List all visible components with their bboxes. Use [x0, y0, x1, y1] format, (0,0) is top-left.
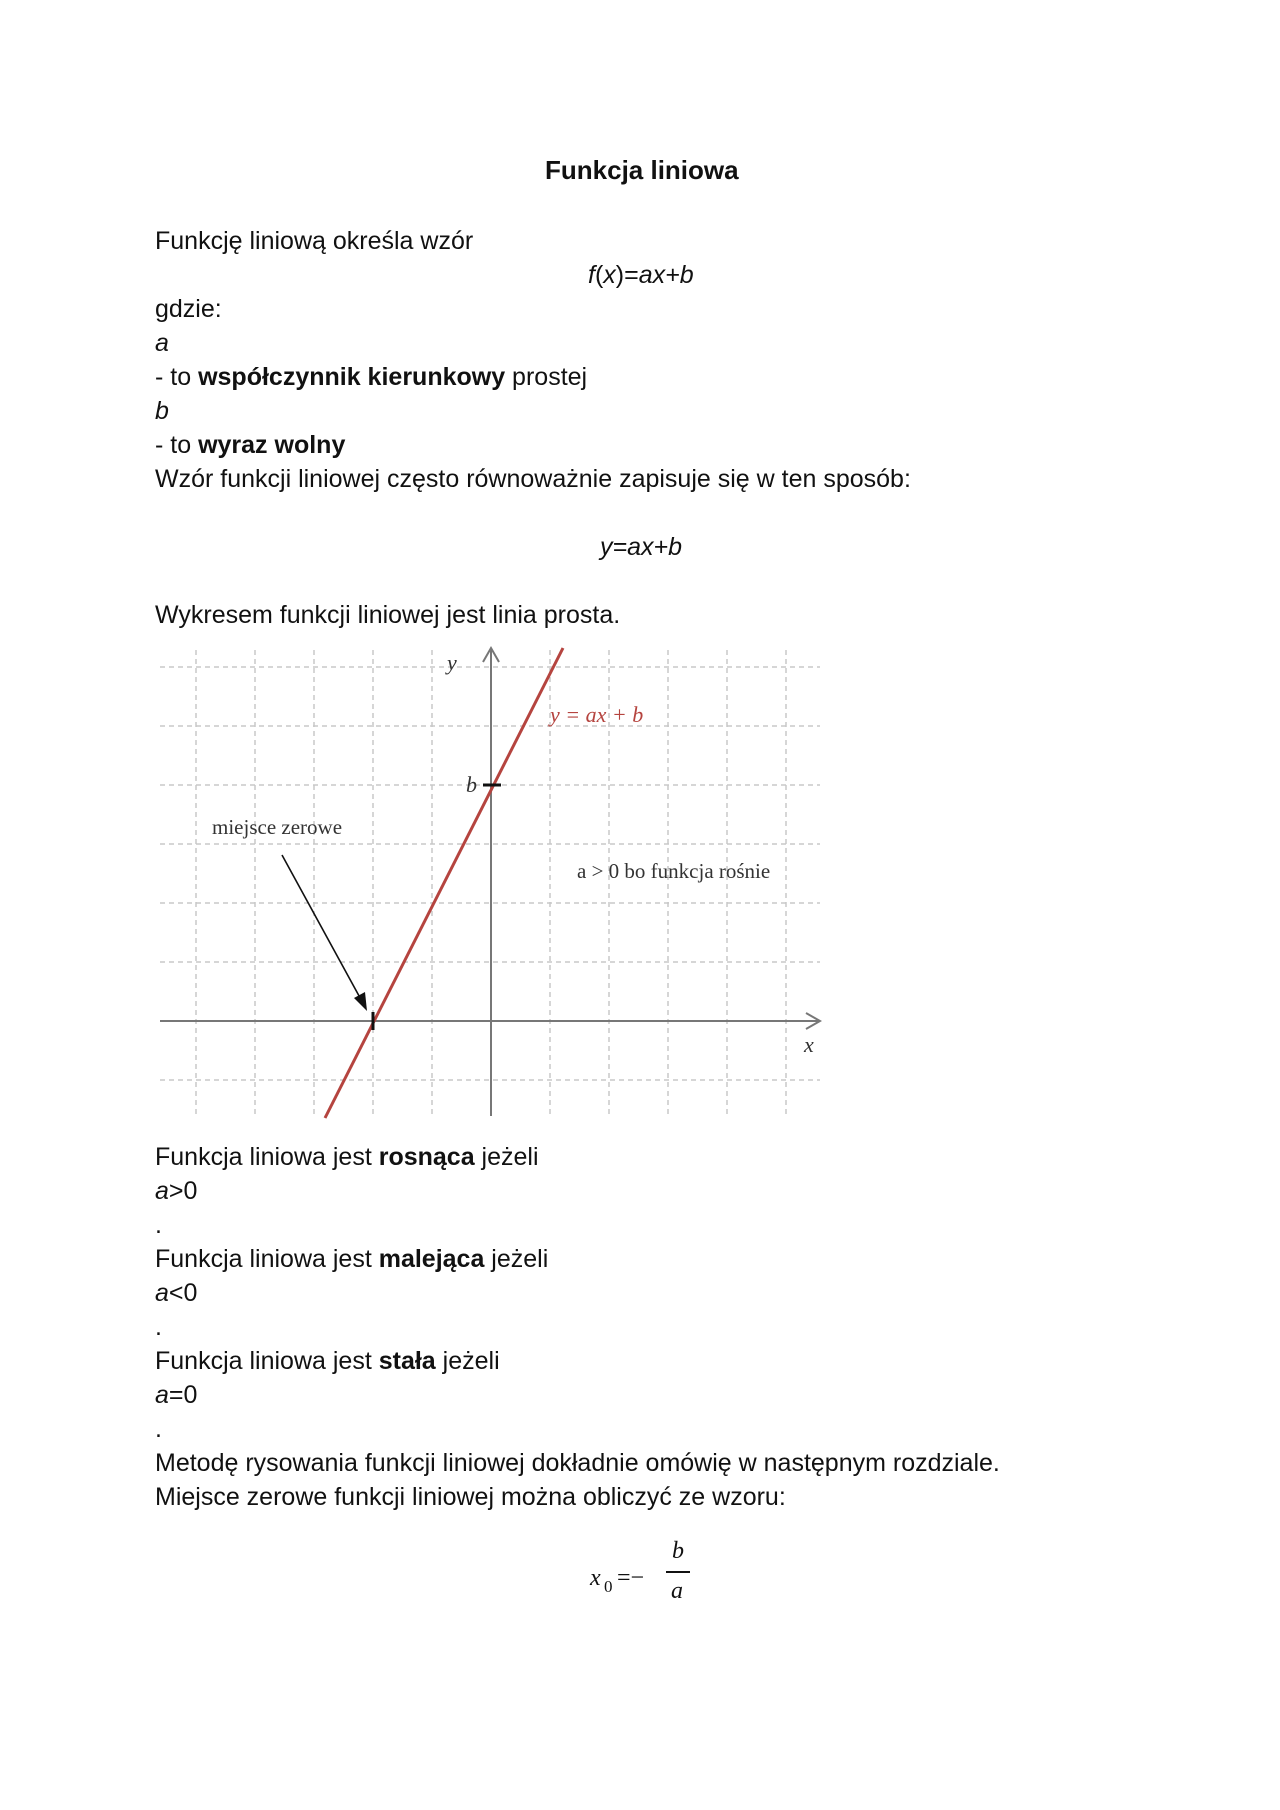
zero-formula-intro: Miejsce zerowe funkcji liniowej można obliczyć ze wzoru:: [155, 1483, 786, 1511]
variable-b: b: [155, 397, 169, 425]
description-a: - to współczynnik kierunkowy prostej: [155, 363, 588, 391]
condition-label: a > 0 bo funkcja rośnie: [577, 859, 771, 883]
zero-formula-numerator: b: [672, 1538, 684, 1564]
zero-formula-denominator: a: [671, 1578, 683, 1604]
intro-text: Funkcję liniową określa wzór: [155, 227, 474, 255]
zero-arrow: [282, 855, 364, 1005]
x-axis-label: x: [804, 1032, 814, 1057]
linear-function-graph: [150, 640, 830, 1120]
rule-constant-condition: a=0: [155, 1381, 198, 1409]
where-label: gdzie:: [155, 295, 222, 323]
zero-formula-equals: =−: [617, 1565, 645, 1591]
zero-arrowhead: [354, 992, 367, 1011]
formula-y: y=ax+b: [600, 533, 683, 561]
page-title: Funkcja liniowa: [545, 155, 739, 185]
function-line: [325, 648, 563, 1118]
b-intercept-label: b: [466, 772, 477, 797]
y-axis: [483, 648, 499, 1116]
rule-increasing: Funkcja liniowa jest rosnąca jeżeli: [155, 1143, 539, 1171]
description-b: - to wyraz wolny: [155, 431, 346, 459]
formula-fx: f(x)=ax+b: [588, 261, 694, 289]
zero-formula-subscript: 0: [604, 1577, 613, 1596]
method-text: Metodę rysowania funkcji liniowej dokładnie omówię w następnym rozdziale.: [155, 1449, 1000, 1477]
rule-increasing-condition: a>0: [155, 1177, 198, 1205]
rule-decreasing-condition: a<0: [155, 1279, 198, 1307]
function-line-label: y = ax + b: [550, 702, 644, 727]
zero-formula-x: x: [590, 1565, 601, 1591]
rule-decreasing: Funkcja liniowa jest malejąca jeżeli: [155, 1245, 549, 1273]
rule-decreasing-dot: .: [155, 1313, 162, 1341]
alt-form-text: Wzór funkcji liniowej często równoważnie zapisuje się w ten sposób:: [155, 465, 911, 493]
rule-constant: Funkcja liniowa jest stała jeżeli: [155, 1347, 500, 1375]
fraction-bar: [666, 1571, 690, 1573]
zero-point-label: miejsce zerowe: [212, 815, 343, 839]
variable-a: a: [155, 329, 169, 357]
rule-increasing-dot: .: [155, 1211, 162, 1239]
graph-caption: Wykresem funkcji liniowej jest linia prosta.: [155, 601, 621, 629]
rule-constant-dot: .: [155, 1415, 162, 1443]
y-axis-label: y: [447, 650, 457, 675]
